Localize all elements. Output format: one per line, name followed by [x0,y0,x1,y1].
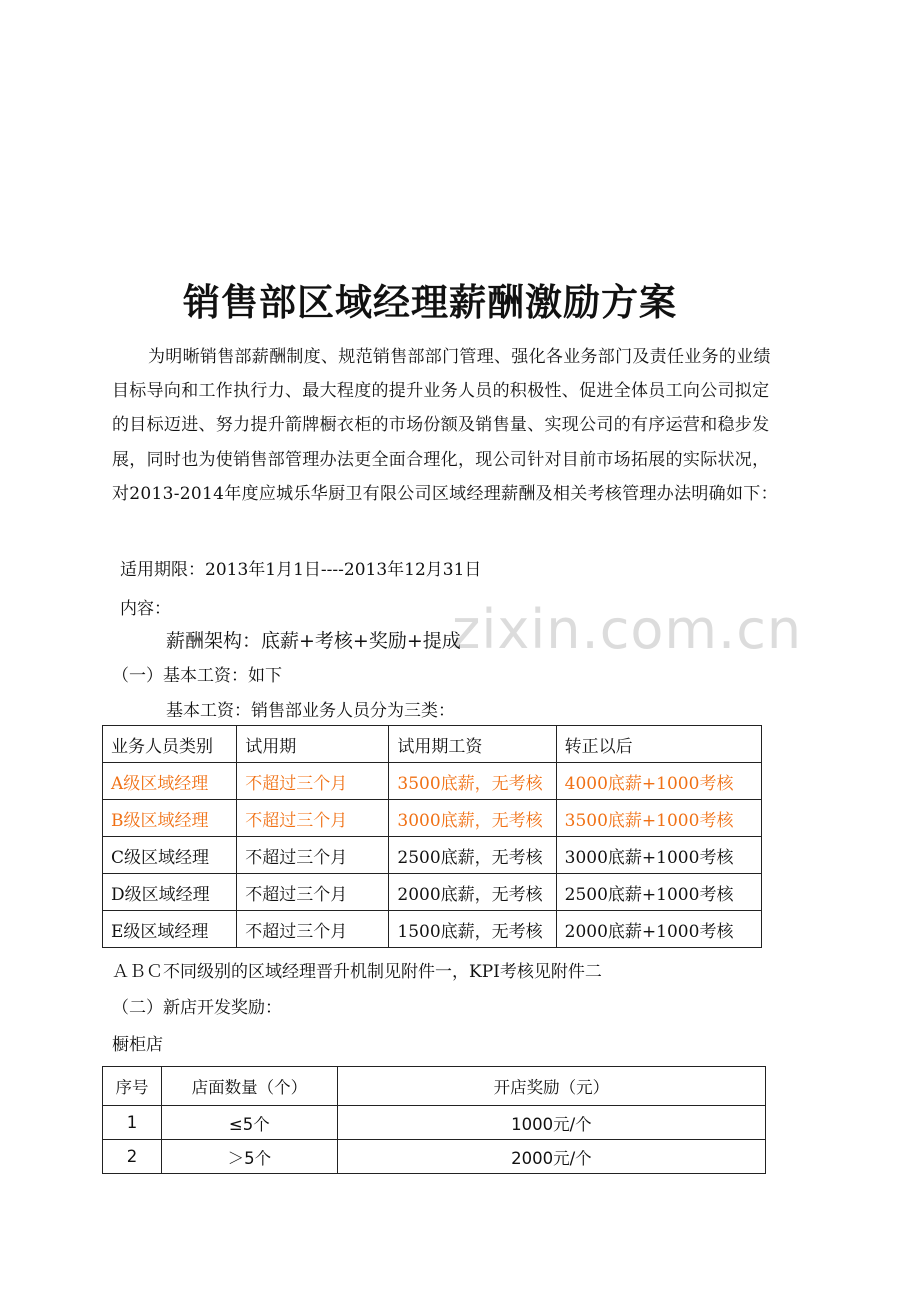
table-cell: 2 [103,1140,162,1174]
table-cell: D级区域经理 [103,874,237,911]
table-cell: 3500底薪+1000考核 [556,800,761,837]
table-cell: 3000底薪，无考核 [389,800,556,837]
table-cell: 不超过三个月 [237,911,389,948]
table-cell: 3500底薪，无考核 [389,763,556,800]
table-header-row [103,1067,766,1106]
salary-table [102,725,762,948]
table-row [103,911,762,948]
table-cell: 3000底薪+1000考核 [556,837,761,874]
table-row [103,1140,766,1174]
watermark: zixin.com.cn [452,598,803,661]
header-cell: 试用期 [237,726,389,763]
section-new-store-reward: （二）新店开发奖励： [112,998,282,1018]
table-row [103,837,762,874]
table-cell: 不超过三个月 [237,837,389,874]
table-cell: A级区域经理 [103,763,237,800]
header-cell: 序号 [103,1067,162,1106]
table-cell: 2000底薪，无考核 [389,874,556,911]
intro-paragraph: 为明晰销售部薪酬制度、规范销售部部门管理、强化各业务部门及责任业务的业绩目标导向和工作执行力、最大程度的提升业务人员的积极性、促进全体员工向公司拟定的目标迈进、努力提升箭牌橱衣柜的市场份额及销售量、实现公司的有序运营和稳步发展，同时也为使销售部管理办法更全面合理化，现公司针对目前市场拓展的实际状况，对2013-2014年度应城乐华厨卫有限公司区域经理薪酬及相关考核管理办法明确如下： [112,347,778,504]
table-cell: 2000底薪+1000考核 [556,911,761,948]
header-cell: 业务人员类别 [103,726,237,763]
applicable-period: 适用期限：2013年1月1日----2013年12月31日 [120,560,482,580]
store-type-label: 橱柜店 [112,1035,163,1055]
header-cell: 开店奖励（元） [337,1067,765,1106]
table-cell: 不超过三个月 [237,874,389,911]
table-row [103,800,762,837]
table-cell: 2000元/个 [337,1140,765,1174]
basic-salary-subtitle: 基本工资：销售部业务人员分为三类： [166,701,455,721]
table-cell: 1000元/个 [337,1106,765,1140]
header-cell: 店面数量（个） [161,1067,337,1106]
table-cell: 1 [103,1106,162,1140]
content-label: 内容： [120,599,171,619]
salary-structure: 薪酬架构：底薪+考核+奖励+提成 [166,630,461,652]
table-header-row [103,726,762,763]
table-cell: E级区域经理 [103,911,237,948]
table-cell: B级区域经理 [103,800,237,837]
section-basic-salary: （一）基本工资：如下 [112,666,282,686]
table-cell: ≤5个 [161,1106,337,1140]
table-cell: 不超过三个月 [237,800,389,837]
table-row [103,763,762,800]
table-cell: 2500底薪+1000考核 [556,874,761,911]
table-cell: 不超过三个月 [237,763,389,800]
table-cell: C级区域经理 [103,837,237,874]
table-row [103,874,762,911]
table-cell: ＞5个 [161,1140,337,1174]
table-cell: 1500底薪，无考核 [389,911,556,948]
table-cell: 2500底薪，无考核 [389,837,556,874]
reward-table [102,1066,766,1174]
header-cell: 转正以后 [556,726,761,763]
promotion-note: ＡＢＣ不同级别的区域经理晋升机制见附件一，KPI考核见附件二 [112,962,602,982]
table-cell: 4000底薪+1000考核 [556,763,761,800]
table-row [103,1106,766,1140]
header-cell: 试用期工资 [389,726,556,763]
document-title: 销售部区域经理薪酬激励方案 [183,281,677,324]
